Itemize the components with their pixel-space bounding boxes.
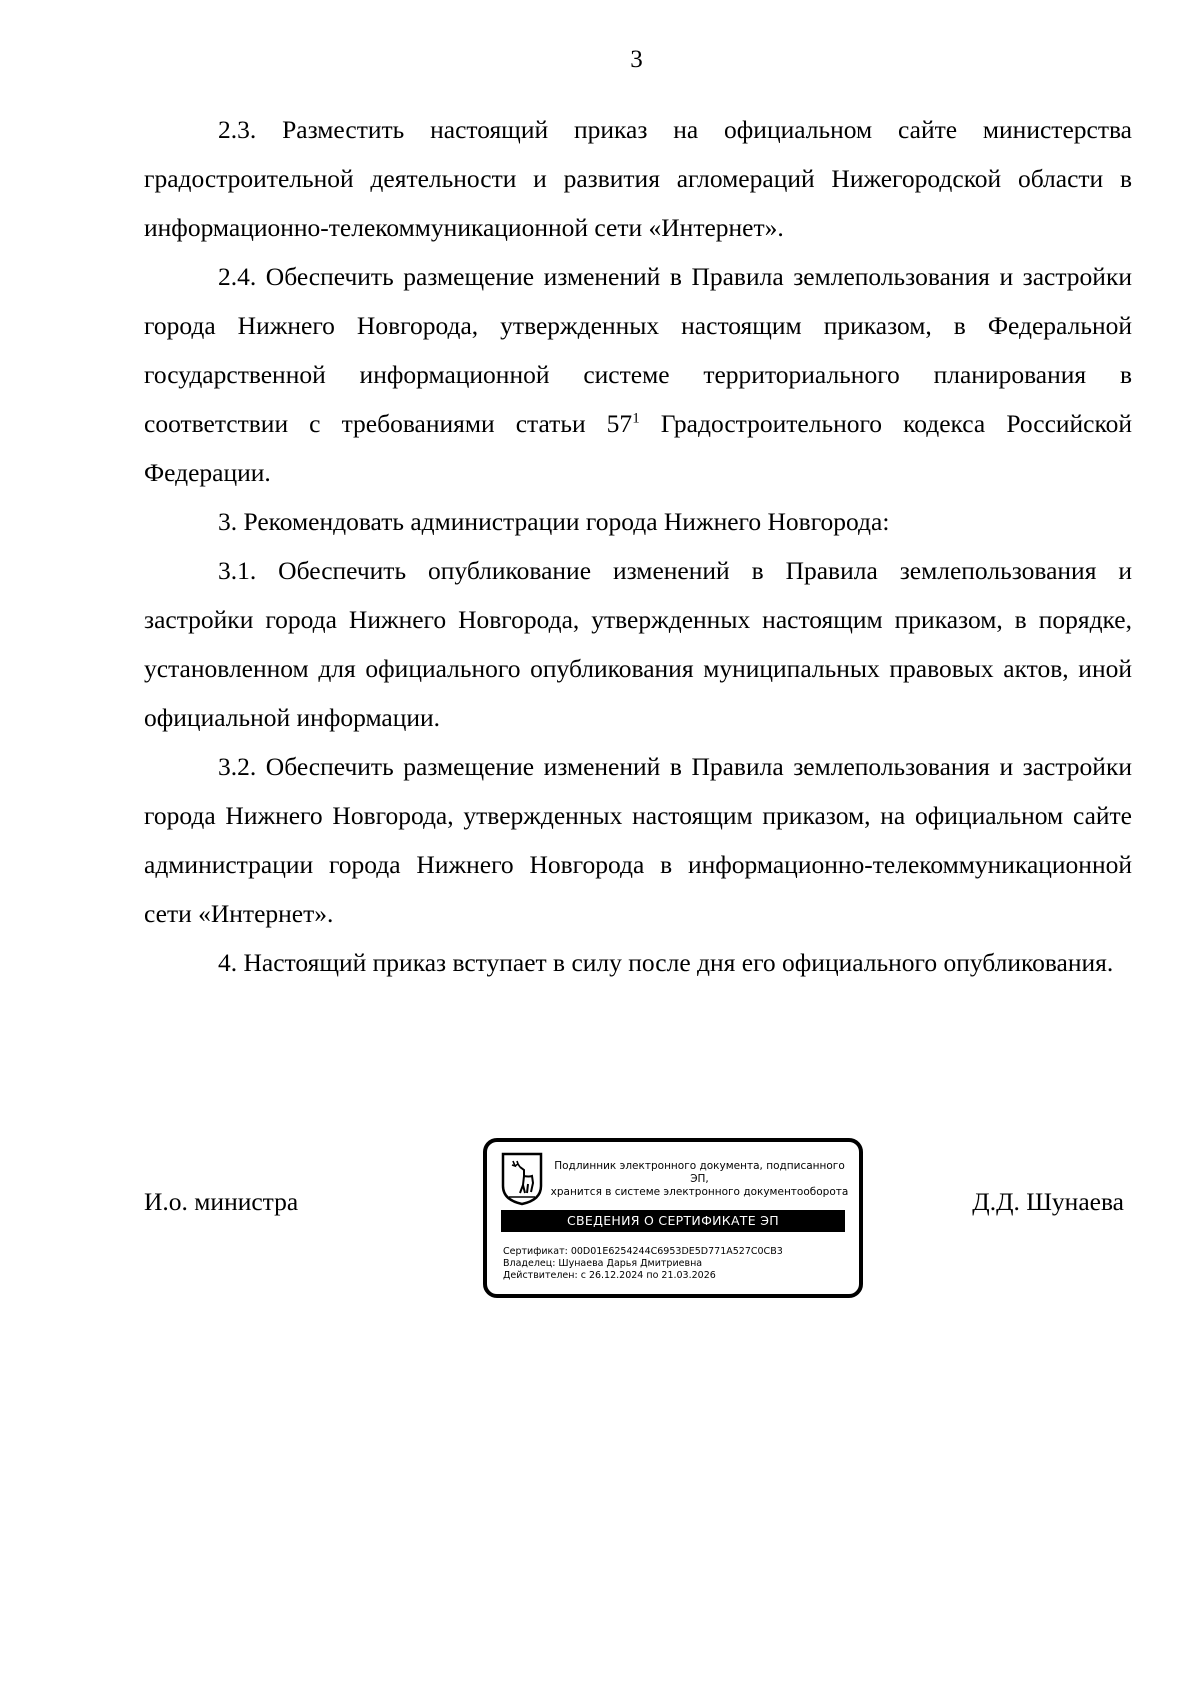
paragraph-2-4-text: 2.4. Обеспечить размещение изменений в Правила землепользования и застройки города Нижнего Новгорода, утвержденных настоящим приказом, в Федеральной государственной информационной системе территориального планирования в соответствии с требованиями статьи 57 <box>144 262 1132 438</box>
stamp-note <box>547 1160 852 1199</box>
paragraph-3-2: 3.2. Обеспечить размещение изменений в Правила землепользования и застройки города Нижнего Новгорода, утвержденных настоящим приказом, на официальном сайте администрации города Нижнего Новгорода в информационно-телекоммуникационной сети «Интернет». <box>144 752 1132 928</box>
signature-block <box>0 1138 1200 1298</box>
stamp-certificate: Сертификат: 00D01E6254244C6953DE5D771A527C0CB3 <box>503 1246 783 1257</box>
page-number: 3 <box>630 46 643 73</box>
document-body <box>144 105 1132 987</box>
deer-coat-of-arms-icon <box>501 1152 543 1206</box>
superscript-marker: 1 <box>632 410 640 427</box>
paragraph-4: 4. Настоящий приказ вступает в силу после дня его официального опубликования. <box>218 948 1114 977</box>
stamp-note-line-2: хранится в системе электронного документооборота <box>550 1186 849 1198</box>
paragraph-2-4-tail: Градостроительного кодекса Российской Федерации. <box>144 409 1132 487</box>
signer-name: Д.Д. Шунаева <box>972 1187 1124 1216</box>
stamp-owner: Владелец: Шунаева Дарья Дмитриевна <box>503 1258 703 1269</box>
signer-position: И.о. министра <box>144 1187 299 1216</box>
electronic-signature-stamp <box>483 1138 863 1298</box>
paragraph-3: 3. Рекомендовать администрации города Нижнего Новгорода: <box>218 507 890 536</box>
stamp-note-line-1: Подлинник электронного документа, подписанного ЭП, <box>554 1160 845 1185</box>
stamp-header: СВЕДЕНИЯ О СЕРТИФИКАТЕ ЭП <box>501 1210 845 1232</box>
paragraph-2-3: 2.3. Разместить настоящий приказ на официальном сайте министерства градостроительной деятельности и развития агломераций Нижегородской области в информационно-телекоммуникационной сети «Интернет». <box>144 115 1132 242</box>
paragraph-3-1: 3.1. Обеспечить опубликование изменений в Правила землепользования и застройки города Нижнего Новгорода, утвержденных настоящим приказом, в порядке, установленном для официального опубликования муниципальных правовых актов, иной официальной информации. <box>144 556 1132 732</box>
stamp-details <box>503 1246 783 1282</box>
stamp-validity: Действителен: с 26.12.2024 по 21.03.2026 <box>503 1270 716 1281</box>
paragraph-2-4 <box>144 252 1132 497</box>
